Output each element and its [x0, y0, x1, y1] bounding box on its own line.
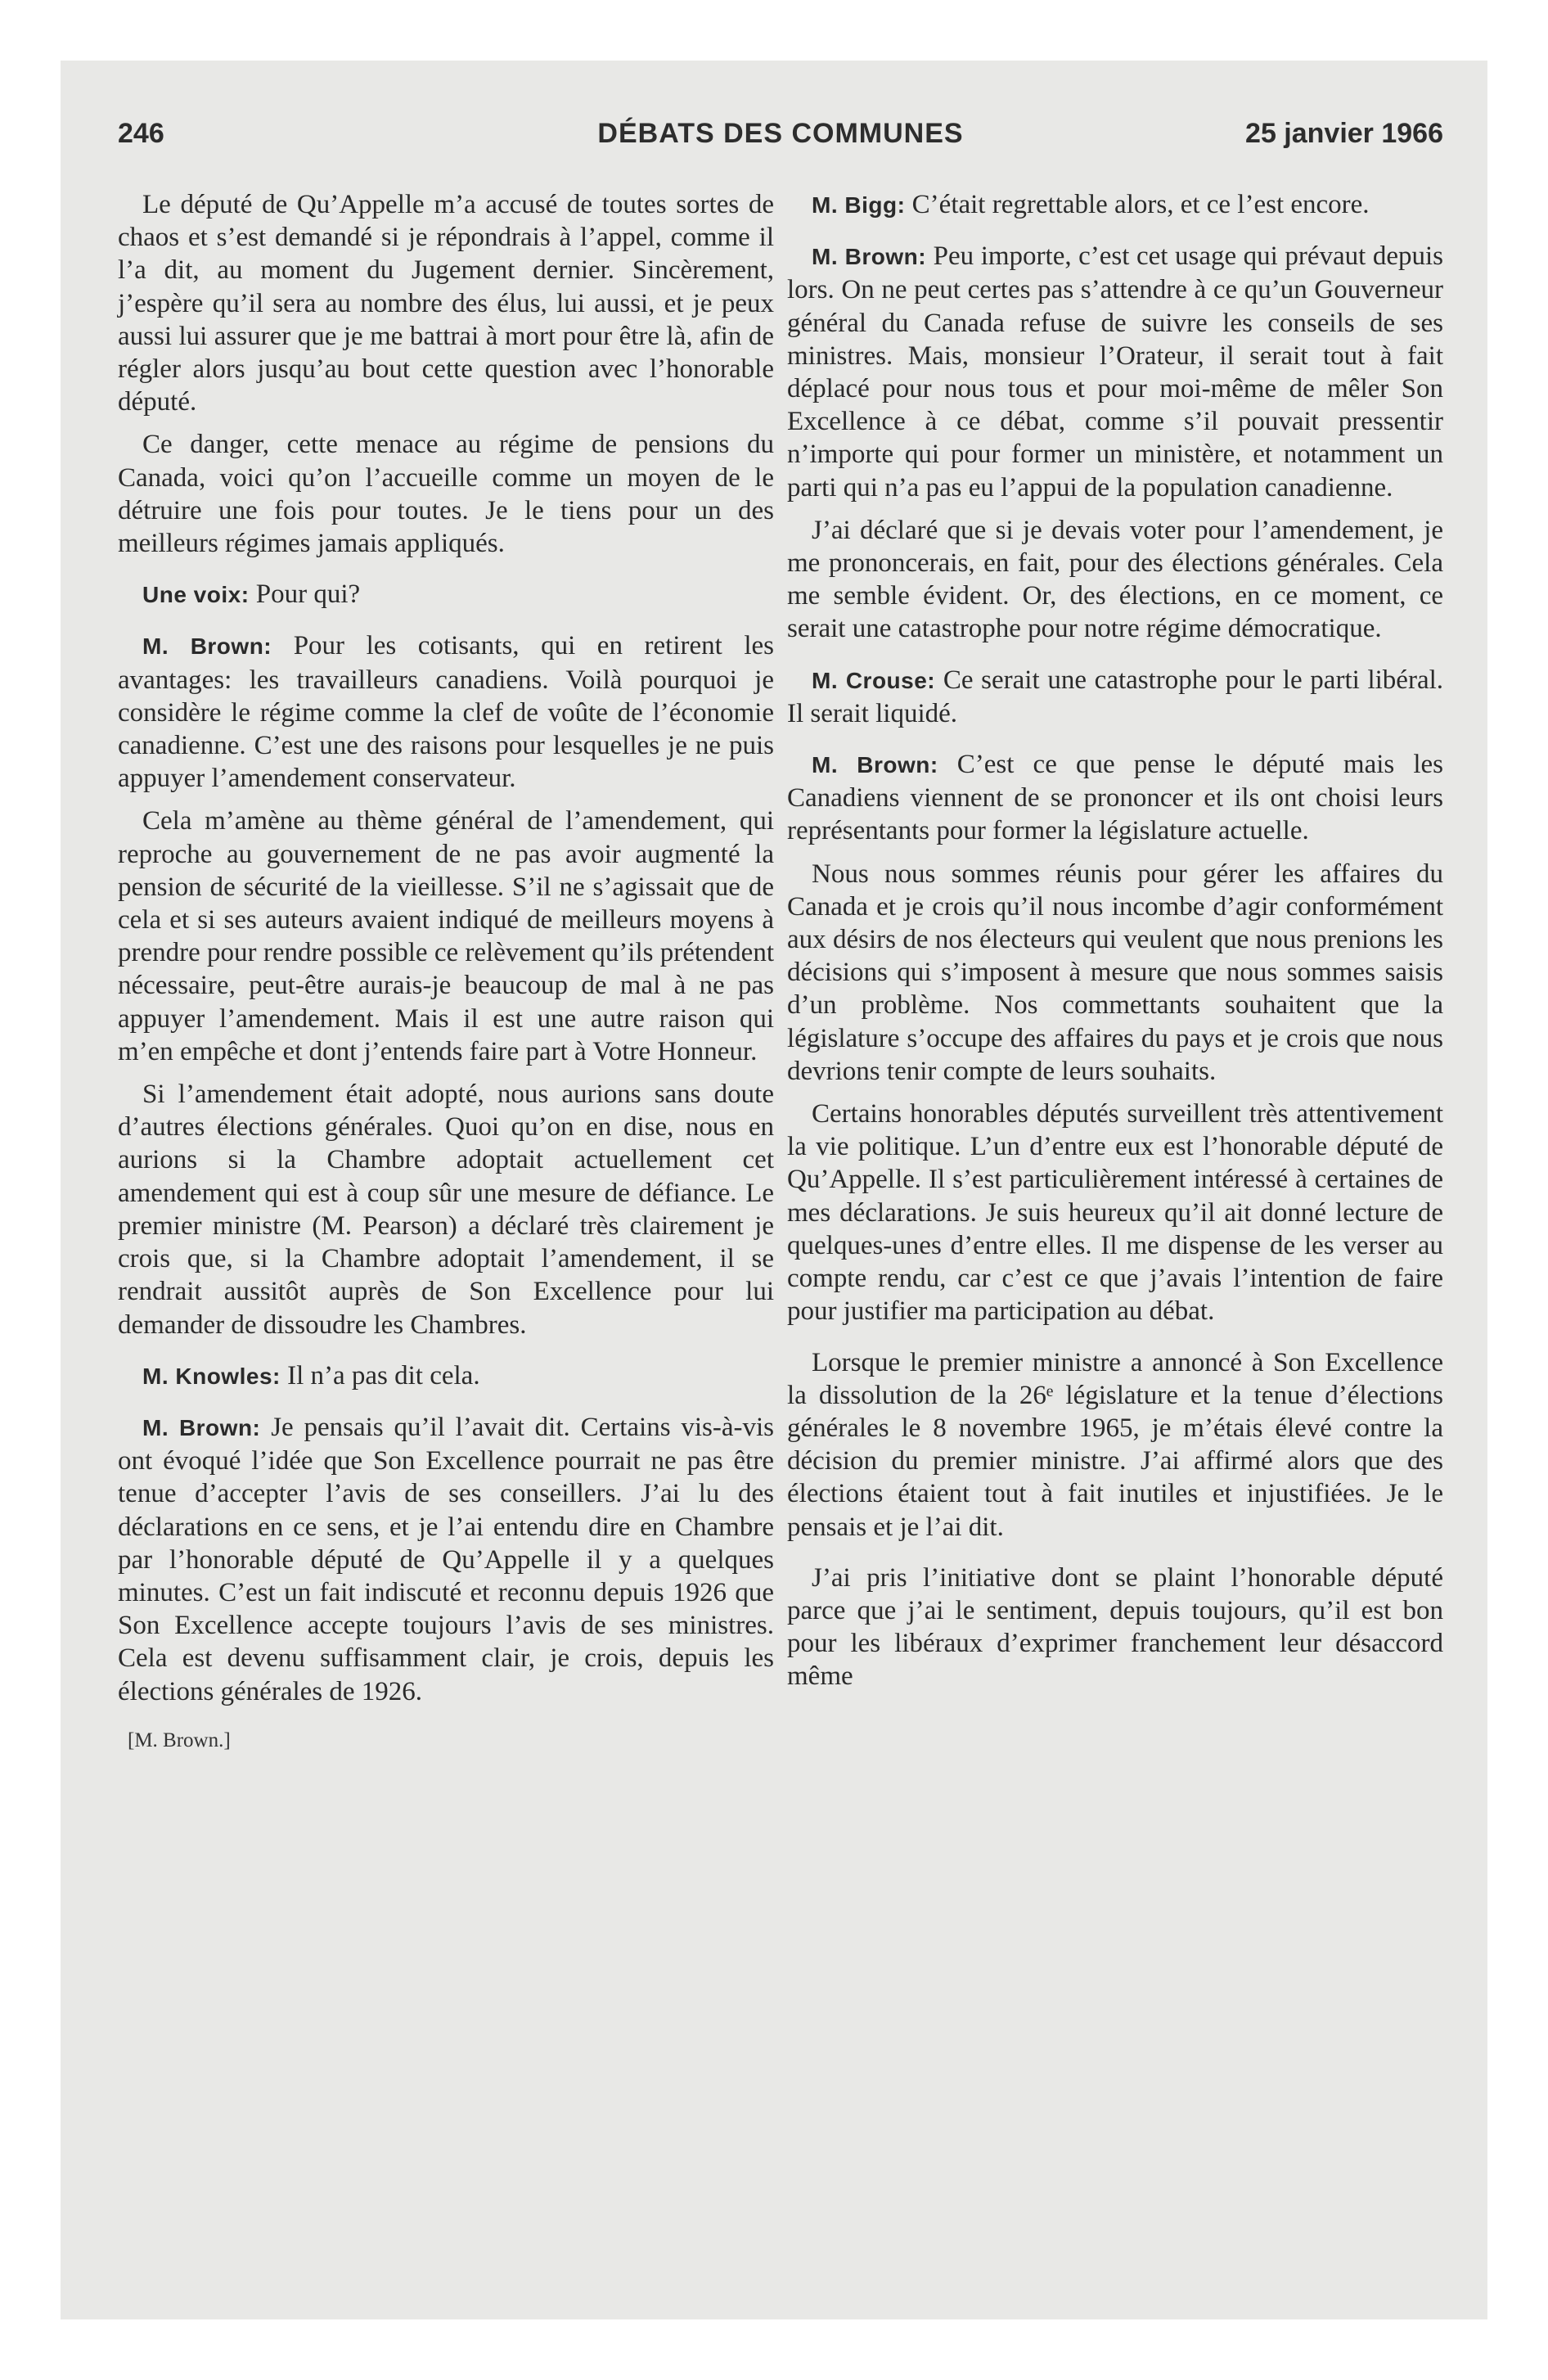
speech: M. Brown: Je pensais qu’il l’avait dit. Certains vis-à-vis ont évoqué l’idée que Son Excellence pourrait ne pas être tenue d’accepter l’avis de ses conseillers. J’ai lu des déclarations en ce sens, et je l’ai entendu dire en Chambre par l’honorable député de Qu’Appelle il y a quelques minutes. C’est un fait indiscuté et reconnu depuis 1926 que Son Excellence accepte toujours l’avis de ses ministres. Cela est devenu suffisamment clair, je crois, depuis les élections générales de 1926. — [118, 1412, 774, 1706]
paragraph: Nous nous sommes réunis pour gérer les affaires du Canada et je crois qu’il nous incombe d’agir conformément aux désirs de nos électeurs qui veulent que nous prenions les décisions qui s’imposent à mesure que nous sommes saisis d’un problème. Nos commettants souhaitent que la législature s’occupe des affaires du pays et je crois que nous devrions tenir compte de leurs souhaits. — [787, 859, 1443, 1086]
page — [61, 61, 1487, 2319]
right-column — [787, 188, 1443, 1703]
paragraph: Lorsque le premier ministre a annoncé à Son Excellence la dissolution de la 26ᵉ législature et la tenue d’élections générales le 8 novembre 1965, je m’étais élevé contre la décision du premier ministre. J’ai affirmé alors que des élections étaient tout à fait inutiles et injustifiées. Je le pensais et je l’ai dit. — [787, 1347, 1443, 1542]
paragraph: Cela m’amène au thème général de l’amendement, qui reproche au gouvernement de ne pas avoir augmenté la pension de sécurité de la vieillesse. S’il ne s’agissait que de cela et si ses auteurs avaient indiqué de meilleurs moyens à prendre pour rendre possible ce relèvement qu’ils prétendent nécessaire, peut-être aurais-je beaucoup de mal à ne pas appuyer l’amendement. Mais il est une autre raison qui m’en empêche et dont j’entends faire part à Votre Honneur. — [118, 806, 774, 1066]
speech: M. Brown: Peu importe, c’est cet usage qui prévaut depuis lors. On ne peut certes pas s’attendre à ce qu’un Gouverneur général du Canada refuse de suivre les conseils de ses ministres. Mais, monsieur l’Orateur, il serait tout à fait déplacé pour nous tous et pour moi-même de mêler Son Excellence à ce débat, comme s’il pouvait pressentir n’importe qui pour former un ministère, et notamment un parti qui n’a pas eu l’appui de la population canadienne. — [787, 241, 1444, 503]
page-number: 246 — [118, 118, 164, 149]
paragraph: Le député de Qu’Appelle m’a accusé de toutes sortes de chaos et s’est demandé si je répondrais à l’appel, comme il l’a dit, au moment du Jugement dernier. Sincèrement, j’espère qu’il sera au nombre des élus, lui aussi, et je peux aussi lui assurer que je me battrai à mort pour être là, afin de régler alors jusqu’au bout cette question avec l’honorable député. — [118, 190, 774, 417]
publication-title: DÉBATS DES COMMUNES — [597, 118, 964, 149]
speaker-name: M. Brown: — [812, 244, 927, 270]
speaker-name: M. Brown: — [142, 1414, 261, 1440]
speaker-name: M. Crouse: — [812, 667, 936, 693]
speech: Une voix: Pour qui? — [142, 579, 361, 610]
speech: M. Bigg: C’était regrettable alors, et ce l’est encore. — [812, 190, 1370, 219]
speech: M. Crouse: Ce serait une catastrophe pour le parti libéral. Il serait liquidé. — [787, 665, 1444, 728]
speaker-name: M. Knowles: — [142, 1363, 281, 1389]
left-column — [118, 188, 774, 1757]
speaker-name: Une voix: — [142, 582, 250, 608]
speaker-name: M. Bigg: — [812, 192, 906, 218]
speaker-name: M. Brown: — [812, 752, 938, 778]
paragraph: Si l’amendement était adopté, nous aurions sans doute d’autres élections générales. Quoi qu’on en dise, nous en aurions si la Chambre adoptait actuellement cet amendement qui est à coup sûr une mesure de défiance. Le premier ministre (M. Pearson) a déclaré très clairement je crois que, si la Chambre adoptait l’amendement, il se rendrait aussitôt auprès de Son Excellence pour lui demander de dissoudre les Chambres. — [118, 1080, 774, 1340]
issue-date: 25 janvier 1966 — [1245, 118, 1443, 149]
paragraph: J’ai pris l’initiative dont se plaint l’honorable député parce que j’ai le sentiment, depuis toujours, qu’il est bon pour les libéraux d’exprimer franchement leur désaccord même — [787, 1562, 1443, 1692]
paragraph: J’ai déclaré que si je devais voter pour l’amendement, je me prononcerais, en fait, pour des élections générales. Cela me semble évident. Or, des élections, en ce moment, ce serait une catastrophe pour notre régime démocratique. — [787, 515, 1443, 644]
paragraph: Ce danger, cette menace au régime de pensions du Canada, voici qu’on l’accueille comme un moyen de le détruire une fois pour toutes. Je le tiens pour un des meilleurs régimes jamais appliqués. — [118, 430, 774, 559]
paragraph: Certains honorables députés surveillent très attentivement la vie politique. L’un d’entre eux est l’honorable député de Qu’Appelle. Il s’est particulièrement intéressé à certaines de mes déclarations. Je suis heureux qu’il ait donné lecture de quelques-unes d’entre elles. Il me dispense de les verser au compte rendu, car c’est ce que j’avais l’intention de faire pour justifier ma participation au débat. — [787, 1099, 1443, 1327]
page-header — [118, 118, 1443, 159]
speaker-name: M. Brown: — [142, 633, 272, 660]
speech: M. Brown: C’est ce que pense le député mais les Canadiens viennent de se prononcer et ils ont choisi leurs représentants pour former la législature actuelle. — [787, 750, 1444, 846]
speaker-footer: [M. Brown.] — [128, 1729, 231, 1751]
speech: M. Knowles: Il n’a pas dit cela. — [142, 1360, 480, 1391]
speech: M. Brown: Pour les cotisants, qui en retirent les avantages: les travailleurs canadiens. Voilà pourquoi je considère le régime comme la clef de voûte de l’économie canadienne. C’est une des raisons pour lesquelles je ne puis appuyer l’amendement conservateur. — [118, 631, 775, 794]
